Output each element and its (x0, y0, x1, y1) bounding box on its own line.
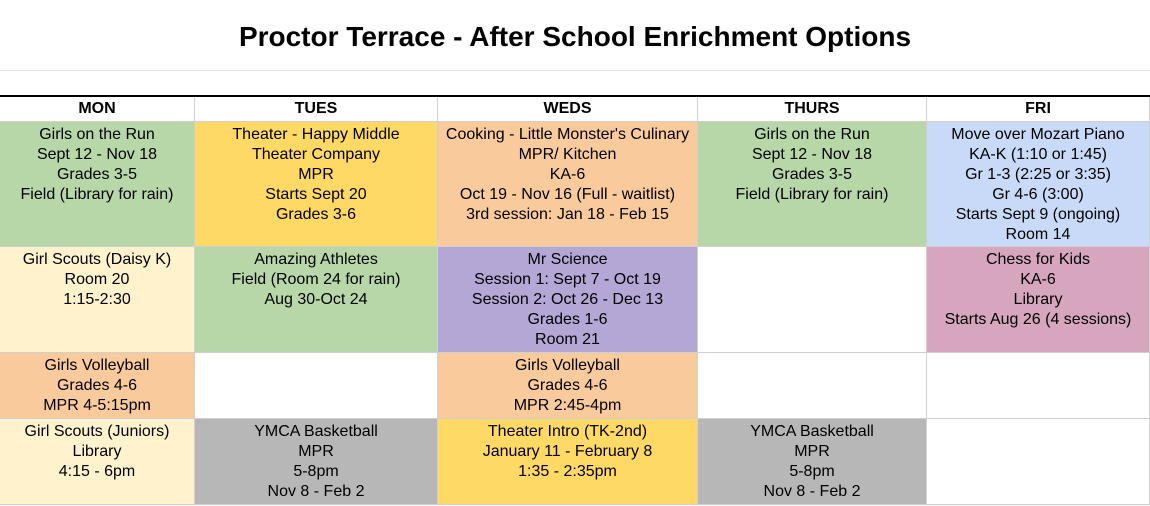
activity-line: Girls on the Run (754, 126, 870, 143)
activity-line: Room 21 (535, 331, 600, 348)
activity-line: Girls Volleyball (44, 357, 150, 374)
activity-line: January 11 - February 8 (482, 443, 653, 460)
day-header-tues: TUES (195, 97, 438, 122)
activity-line: Girl Scouts (Juniors) (24, 423, 170, 440)
activity-line: Theater Intro (TK-2nd) (487, 423, 648, 440)
activity-line: 4:15 - 6pm (58, 463, 136, 480)
activity-line: Grades 4-6 (527, 377, 608, 394)
activity-line: Starts Aug 26 (4 sessions) (944, 311, 1132, 328)
activity-line: Grades 1-6 (527, 311, 608, 328)
activity-line: Nov 8 - Feb 2 (267, 483, 365, 500)
activity-line: 3rd session: Jan 18 - Feb 15 (466, 206, 669, 223)
activity-cell-tues-row4[interactable] (195, 419, 438, 505)
activity-line: Sept 12 - Nov 18 (751, 146, 873, 163)
empty-row (0, 70, 1150, 97)
activity-line: Room 14 (1005, 226, 1071, 243)
activity-line: Field (Library for rain) (735, 186, 889, 203)
activity-line: Nov 8 - Feb 2 (763, 483, 861, 500)
activity-line: MPR 4-5:15pm (43, 397, 151, 414)
day-header-fri: FRI (927, 97, 1150, 122)
activity-line: YMCA Basketball (750, 423, 874, 440)
title-row (0, 0, 1150, 71)
activity-cell-mon-row1[interactable] (0, 122, 195, 247)
day-header-weds: WEDS (438, 97, 698, 122)
activity-line: Girls on the Run (39, 126, 155, 143)
activity-line: Grades 4-6 (56, 377, 138, 394)
activity-line: YMCA Basketball (254, 423, 378, 440)
activity-line: Library (72, 443, 122, 460)
activity-line: Move over Mozart Piano (951, 126, 1125, 143)
activity-line: Sept 12 - Nov 18 (36, 146, 158, 163)
activity-line: MPR/ Kitchen (518, 146, 617, 163)
activity-line: 5-8pm (789, 463, 835, 480)
schedule-table (0, 97, 1150, 505)
activity-cell-weds-row4[interactable] (438, 419, 698, 505)
activity-line: Grades 3-6 (275, 206, 357, 223)
activity-line: MPR (298, 166, 334, 183)
activity-line: KA-6 (1020, 271, 1056, 288)
activity-line: KA-6 (549, 166, 586, 183)
activity-line: KA-K (1:10 or 1:45) (969, 146, 1107, 163)
activity-line: 5-8pm (293, 463, 339, 480)
activity-line: Session 1: Sept 7 - Oct 19 (474, 271, 661, 288)
activity-line: Field (Room 24 for rain) (231, 271, 401, 288)
activity-cell-fri-row1[interactable] (927, 122, 1150, 247)
activity-line: Theater Company (251, 146, 381, 163)
activity-line: Aug 30-Oct 24 (264, 291, 368, 308)
activity-line: Field (Library for rain) (20, 186, 174, 203)
activity-line: Session 2: Oct 26 - Dec 13 (471, 291, 664, 308)
activity-line: Girls Volleyball (515, 357, 620, 374)
page-title: Proctor Terrace - After School Enrichment Options (238, 21, 912, 52)
activity-line: 1:15-2:30 (63, 291, 131, 308)
activity-line: Chess for Kids (985, 251, 1091, 268)
activity-line: Grades 3-5 (56, 166, 138, 183)
day-header-mon: MON (0, 97, 195, 122)
activity-cell-thurs-row4[interactable] (698, 419, 927, 505)
activity-line: Grades 3-5 (771, 166, 853, 183)
day-header-thurs: THURS (698, 97, 927, 122)
activity-line: Theater - Happy Middle (232, 126, 400, 143)
activity-cell-tues-row2[interactable] (195, 247, 438, 353)
activity-line: 1:35 - 2:35pm (518, 463, 617, 480)
activity-cell-mon-row4[interactable] (0, 419, 195, 505)
activity-cell-fri-row2[interactable] (927, 247, 1150, 353)
activity-cell-tues-row1[interactable] (195, 122, 438, 247)
activity-line: MPR (298, 443, 334, 460)
activity-line: Room 20 (64, 271, 130, 288)
activity-line: MPR 2:45-4pm (513, 397, 622, 414)
activity-line: MPR (794, 443, 830, 460)
activity-cell-weds-row1[interactable] (438, 122, 698, 247)
activity-cell-fri-row3[interactable] (927, 353, 1150, 419)
activity-cell-mon-row2[interactable] (0, 247, 195, 353)
activity-line: Gr 4-6 (3:00) (992, 186, 1084, 203)
activity-cell-fri-row4[interactable] (927, 419, 1150, 505)
activity-line: Cooking - Little Monster's Culinary (445, 126, 690, 143)
activity-line: Oct 19 - Nov 16 (Full - waitlist) (459, 186, 676, 203)
activity-cell-tues-row3[interactable] (195, 353, 438, 419)
activity-line: Starts Sept 20 (265, 186, 367, 203)
activity-line: Girl Scouts (Daisy K) (22, 251, 172, 268)
activity-line: Amazing Athletes (254, 251, 378, 268)
activity-cell-thurs-row2[interactable] (698, 247, 927, 353)
activity-cell-weds-row2[interactable] (438, 247, 698, 353)
activity-line: Library (1013, 291, 1063, 308)
activity-line: Mr Science (527, 251, 608, 268)
activity-line: Starts Sept 9 (ongoing) (955, 206, 1121, 223)
activity-cell-thurs-row3[interactable] (698, 353, 927, 419)
activity-cell-mon-row3[interactable] (0, 353, 195, 419)
activity-line: Gr 1-3 (2:25 or 3:35) (965, 166, 1111, 183)
activity-cell-weds-row3[interactable] (438, 353, 698, 419)
activity-cell-thurs-row1[interactable] (698, 122, 927, 247)
